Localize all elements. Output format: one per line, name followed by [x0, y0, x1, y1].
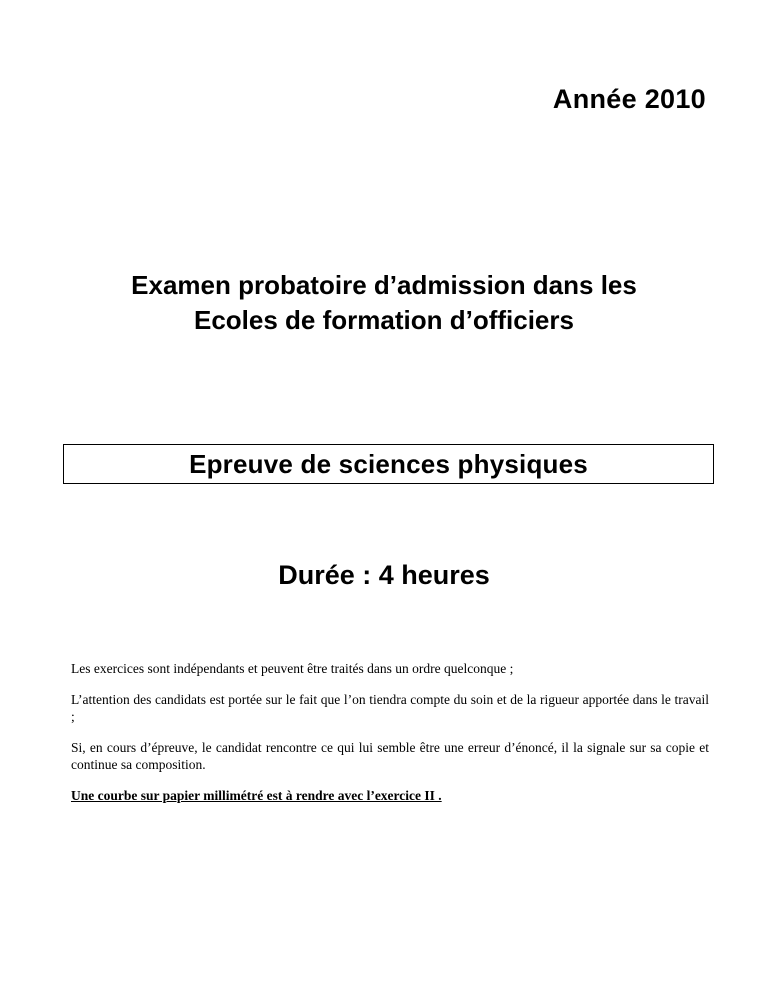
instruction-paragraph: L’attention des candidats est portée sur le fait que l’on tiendra compte du soin et de la rigueur apportée dans le travail ;	[71, 691, 709, 724]
instructions-block	[71, 660, 709, 817]
duration-heading: Durée : 4 heures	[278, 560, 490, 590]
subject-title: Epreuve de sciences physiques	[189, 448, 588, 479]
instruction-paragraph: Les exercices sont indépendants et peuvent être traités dans un ordre quelconque ;	[71, 661, 514, 676]
graph-paper-note: Une courbe sur papier millimétré est à rendre avec l’exercice II .	[71, 787, 442, 803]
exam-title	[40, 268, 728, 338]
year-heading: Année 2010	[552, 84, 706, 114]
instruction-paragraph: Si, en cours d’épreuve, le candidat rencontre ce qui lui semble être une erreur d’énoncé, il la signale sur sa copie et continue sa composition.	[71, 739, 709, 772]
exam-title-line-2: Ecoles de formation d’officiers	[194, 305, 574, 335]
subject-box	[63, 444, 714, 484]
exam-title-line-1: Examen probatoire d’admission dans les	[131, 270, 637, 300]
